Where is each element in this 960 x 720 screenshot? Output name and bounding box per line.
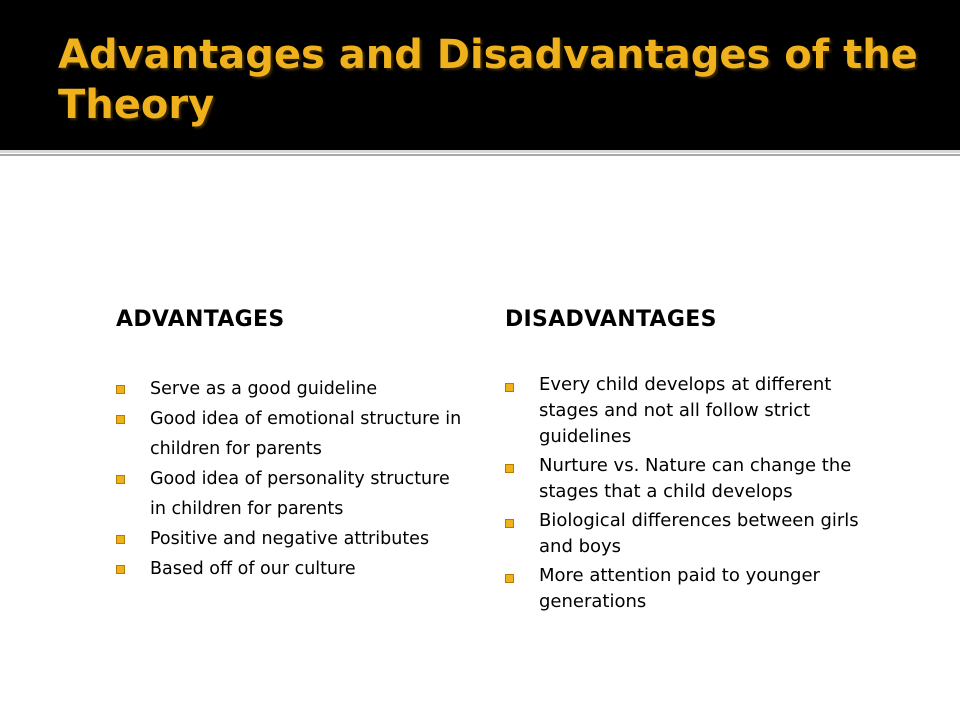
list-item-text: Nurture vs. Nature can change the stages that a child develops: [539, 455, 852, 502]
list-item: [116, 524, 466, 554]
disadvantages-list: [505, 372, 885, 615]
square-bullet-icon: [116, 475, 125, 484]
list-item: [505, 453, 885, 505]
square-bullet-icon: [116, 535, 125, 544]
advantages-heading: ADVANTAGES: [116, 307, 285, 332]
list-item-text: More attention paid to younger generations: [539, 565, 820, 612]
square-bullet-icon: [116, 565, 125, 574]
list-item-text: Based off of our culture: [150, 559, 356, 579]
list-item: [116, 374, 466, 404]
disadvantages-column: [505, 304, 885, 618]
list-item-text: Biological differences between girls and boys: [539, 510, 859, 557]
advantages-column: [116, 304, 466, 584]
square-bullet-icon: [505, 383, 514, 392]
list-item: [116, 464, 466, 524]
square-bullet-icon: [116, 385, 125, 394]
square-bullet-icon: [505, 574, 514, 583]
list-item-text: Good idea of personality structure in children for parents: [150, 469, 450, 519]
list-item: [116, 554, 466, 584]
slide-title: Advantages and Disadvantages of the Theory: [58, 32, 918, 128]
title-divider: [0, 150, 960, 153]
list-item: [505, 563, 885, 615]
list-item: [505, 508, 885, 560]
title-divider-shadow: [0, 154, 960, 156]
advantages-list: [116, 374, 466, 584]
list-item: [505, 372, 885, 450]
list-item-text: Good idea of emotional structure in children for parents: [150, 409, 462, 459]
disadvantages-heading: DISADVANTAGES: [505, 307, 717, 332]
list-item-text: Every child develops at different stages and not all follow strict guidelines: [539, 374, 832, 447]
list-item-text: Serve as a good guideline: [150, 379, 378, 399]
square-bullet-icon: [116, 415, 125, 424]
square-bullet-icon: [505, 519, 514, 528]
list-item-text: Positive and negative attributes: [150, 529, 430, 549]
square-bullet-icon: [505, 464, 514, 473]
title-bar: [0, 0, 960, 150]
list-item: [116, 404, 466, 464]
